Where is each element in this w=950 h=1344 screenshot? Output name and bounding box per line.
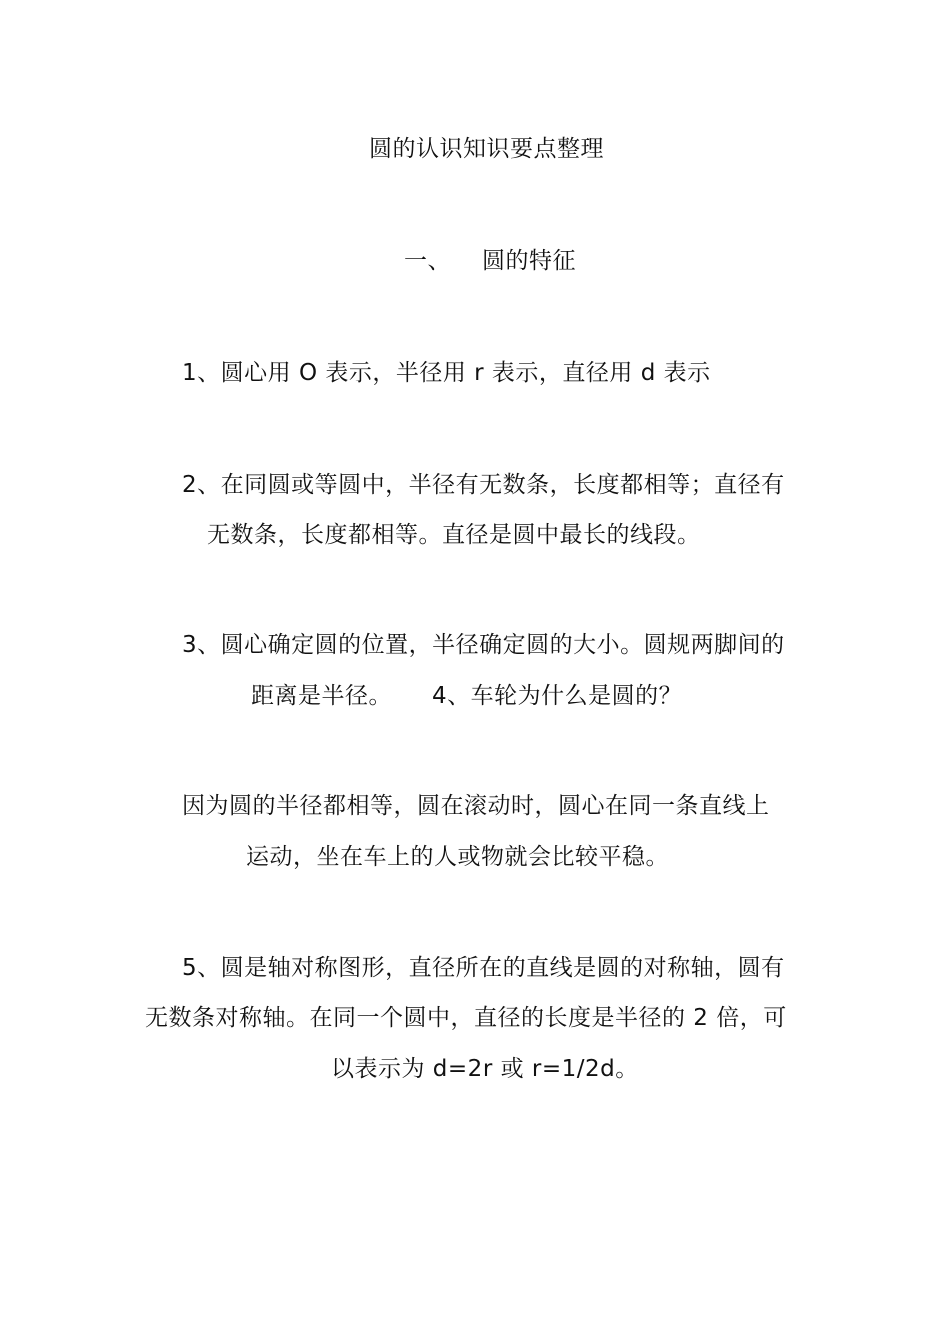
- document-title: 圆的认识知识要点整理: [369, 136, 604, 162]
- item-1-text: 1、圆心用 O 表示，半径用 r 表示，直径用 d 表示: [182, 360, 711, 386]
- section-number: 一、: [404, 248, 451, 274]
- item-4-answer-line-1: 因为圆的半径都相等，圆在滚动时，圆心在同一条直线上: [182, 793, 770, 819]
- section-heading: [404, 246, 576, 276]
- item-5-line-3: 以表示为 d=2r 或 r=1/2d。: [331, 1056, 639, 1082]
- item-2-line-2: 无数条，长度都相等。直径是圆中最长的线段。: [207, 522, 701, 548]
- item-5-line-2: 无数条对称轴。在同一个圆中，直径的长度是半径的 2 倍，可: [145, 1005, 787, 1031]
- item-4-question: 4、车轮为什么是圆的？: [432, 683, 683, 709]
- item-3-line-2: [251, 681, 682, 711]
- item-3-line-2-text: 距离是半径。: [251, 683, 392, 709]
- item-5-line-1: 5、圆是轴对称图形，直径所在的直线是圆的对称轴，圆有: [182, 955, 785, 981]
- item-3-line-1: 3、圆心确定圆的位置，半径确定圆的大小。圆规两脚间的: [182, 632, 785, 658]
- section-title: 圆的特征: [482, 248, 576, 274]
- item-2-line-1: 2、在同圆或等圆中，半径有无数条，长度都相等；直径有: [182, 472, 785, 498]
- item-4-answer-line-2: 运动，坐在车上的人或物就会比较平稳。: [246, 844, 669, 870]
